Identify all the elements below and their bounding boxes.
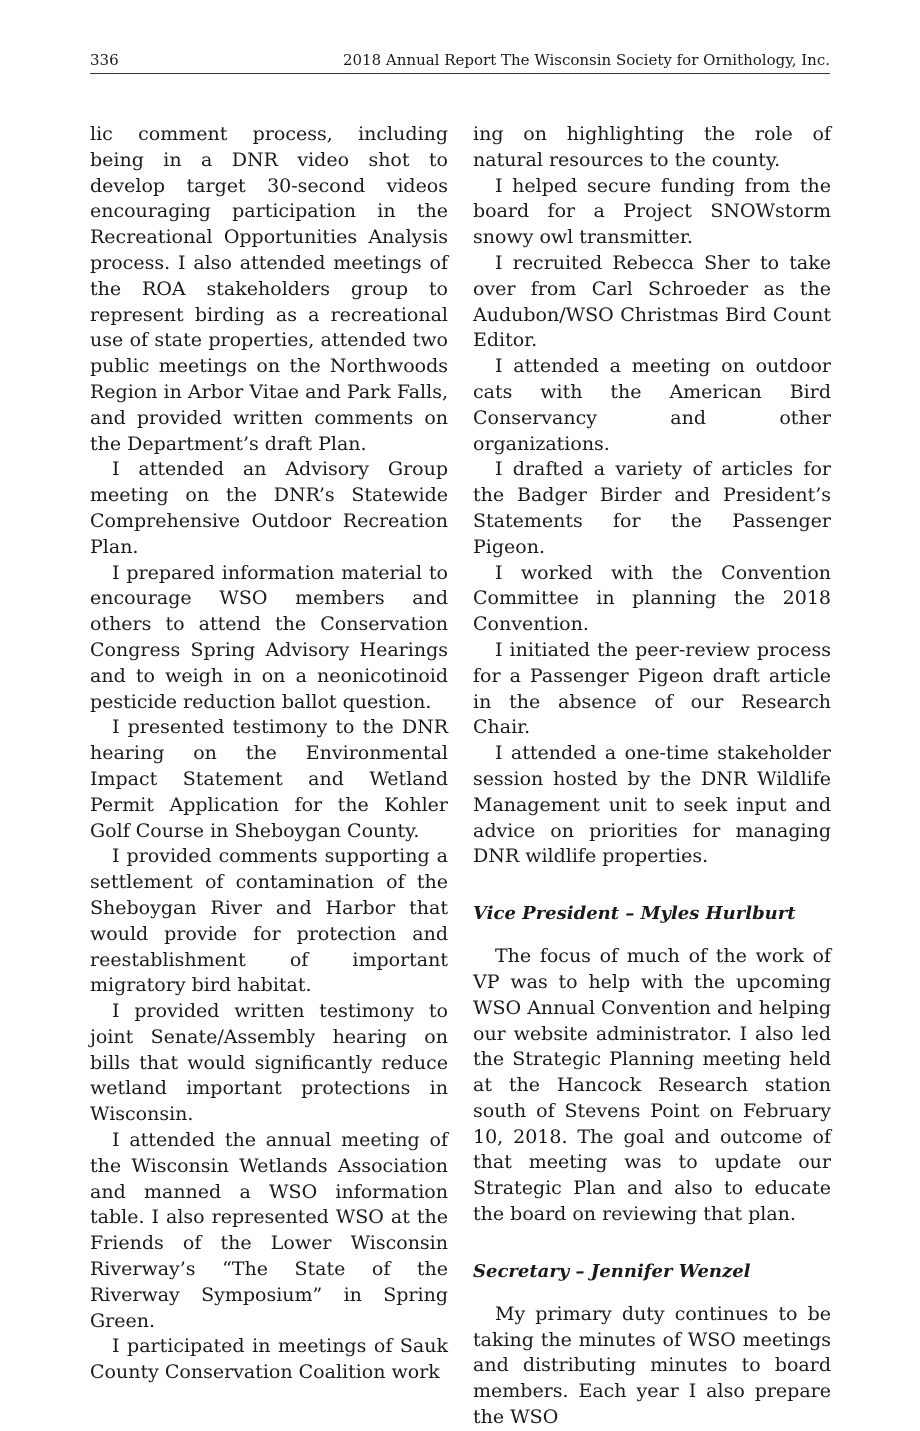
paragraph: I recruited Rebecca Sher to take over from Carl Schroeder as the Audubon/WSO Christmas Bird Count Editor.: [473, 251, 831, 352]
page-number: 336: [90, 51, 119, 69]
secretary-paragraph: My primary duty continues to be taking the minutes of WSO meetings and distributing minutes to board members. Each year I also prepare the WSO: [473, 1302, 831, 1429]
vice-president-heading: Vice President – Myles Hurlburt: [473, 903, 796, 925]
paragraph: I attended an Advisory Group meeting on the DNR’s Statewide Comprehensive Outdoor Recreation Plan.: [90, 458, 448, 558]
running-title: 2018 Annual Report The Wisconsin Society for Ornithology, Inc.: [342, 51, 830, 69]
secretary-heading: Secretary – Jennifer Wenzel: [473, 1260, 751, 1282]
paragraph: I prepared information material to encourage WSO members and others to attend the Conservation Congress Spring Advisory Hearings and to weigh in on a neonicotinoid pesticide reduction ballot question.: [90, 561, 448, 713]
paragraph: I presented testimony to the DNR hearing on the Environmental Impact Statement and Wetland Permit Application for the Kohler Golf Course in Sheboygan County.: [90, 716, 448, 842]
paragraph: I worked with the Convention Committee in planning the 2018 Convention.: [473, 561, 831, 636]
paragraph: I initiated the peer-review process for a Passenger Pigeon draft article in the absence of our Research Chair.: [473, 638, 831, 739]
paragraph: I helped secure funding from the board for a Project SNOWstorm snowy owl transmitter.: [473, 174, 831, 249]
left-column: [90, 122, 448, 1386]
paragraph: ing on highlighting the role of natural resources to the county.: [473, 123, 831, 171]
vice-president-paragraph: The focus of much of the work of VP was to help with the upcoming WSO Annual Convention and helping our website administrator. I also led the Strategic Planning meeting held at the Hancock Research station south of Stevens Point on February 10, 2018. The goal and outcome of that meeting was to update our Strategic Plan and also to educate the board on reviewing that plan.: [473, 945, 831, 1226]
paragraph: I attended the annual meeting of the Wisconsin Wetlands Association and manned a WSO information table. I also represented WSO at the Friends of the Lower Wisconsin Riverway’s “The State of the Riverway Symposium” in Spring Green.: [90, 1129, 448, 1332]
paragraph: lic comment process, including being in a DNR video shot to develop target 30-second videos encouraging participation in the Recreational Opportunities Analysis process. I also attended meetings of the ROA stakeholders group to represent birding as a recreational use of state properties, attended two public meetings on the Northwoods Region in Arbor Vitae and Park Falls, and provided written comments on the Department’s draft Plan.: [90, 123, 448, 455]
paragraph: I drafted a variety of articles for the Badger Birder and President’s Statements for the Passenger Pigeon.: [473, 458, 831, 558]
paragraph: I provided comments supporting a settlement of contamination of the Sheboygan River and Harbor that would provide for protection and reestablishment of important migratory bird habitat.: [90, 845, 448, 997]
paragraph: I provided written testimony to joint Senate/Assembly hearing on bills that would significantly reduce wetland important protections in Wisconsin.: [90, 1000, 448, 1126]
paragraph: I participated in meetings of Sauk County Conservation Coalition work: [90, 1335, 448, 1384]
paragraph: I attended a one-time stakeholder session hosted by the DNR Wildlife Management unit to seek input and advice on priorities for managing DNR wildlife properties.: [473, 742, 831, 868]
paragraph: I attended a meeting on outdoor cats with the American Bird Conservancy and other organizations.: [473, 355, 831, 455]
right-column: [473, 122, 831, 1431]
running-head: [90, 50, 830, 70]
header-rule: [90, 73, 830, 74]
